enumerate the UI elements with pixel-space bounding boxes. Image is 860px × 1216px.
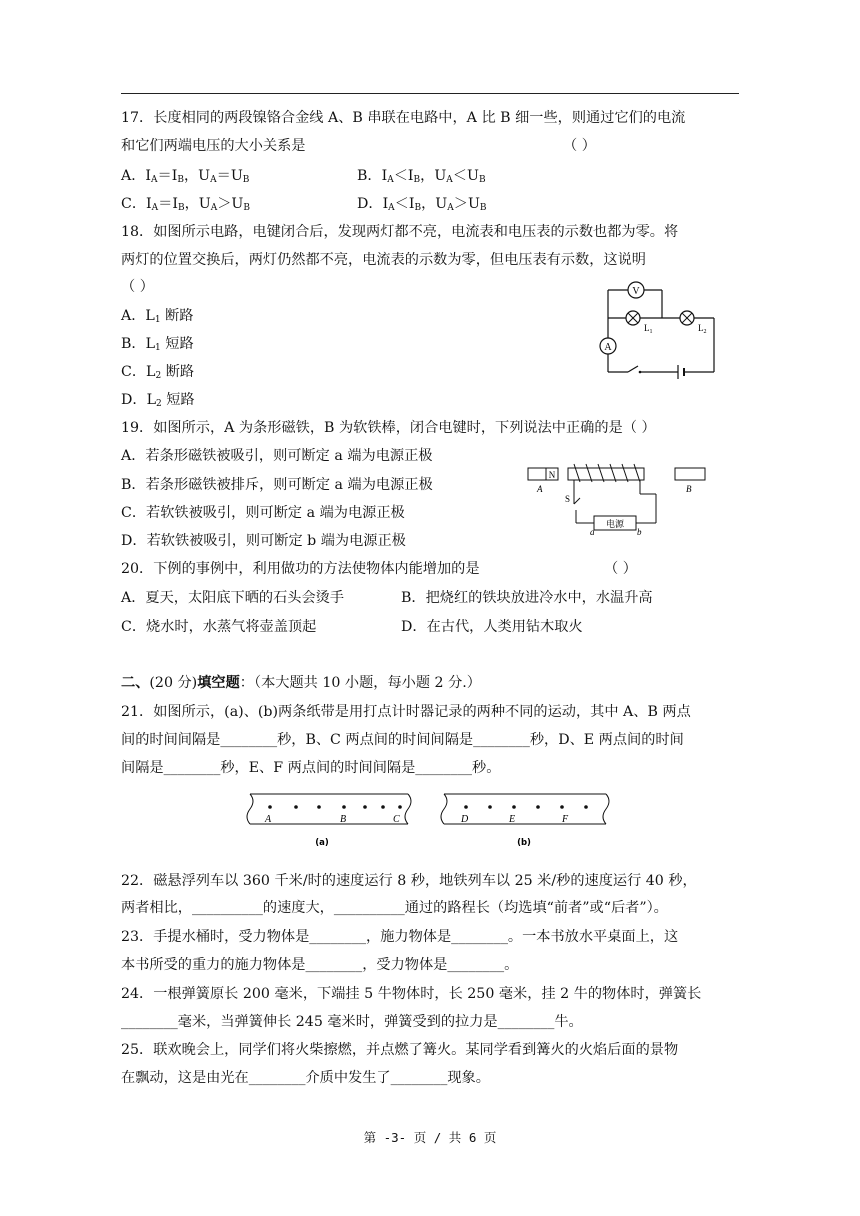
soft-iron-label-b: B (686, 484, 692, 494)
q18-option-c: C．$L_2$ 断路 (121, 364, 195, 381)
q17-option-a: A．$I_A=I_B$，$U_A=U_B$ (121, 168, 250, 185)
section-2-heading: 二、(20 分)填空题：（本大题共 10 小题，每小题 2 分.） (121, 675, 481, 691)
q19-electromagnet-diagram (524, 460, 710, 536)
q17-option-c: C．$I_A=I_B$，$U_A>U_B$ (121, 196, 251, 213)
svg-text:A: A (604, 342, 612, 353)
tape-dot (398, 805, 402, 809)
tape-dot (536, 805, 540, 809)
q21-stem-line2: 间的时间间隔是________秒，B、C 两点间的时间间隔是________秒，D、E 两点间的时间 (121, 732, 684, 748)
lamp-l2-icon (680, 311, 694, 325)
q19-option-a: A．若条形磁铁被吸引，则可断定 a 端为电源正极 (121, 448, 433, 464)
tape-dot (268, 805, 272, 809)
q17-stem-line1: 17．长度相同的两段镍铬合金线 A、B 串联在电路中，A 比 B 细一些，则通过它们的电流 (121, 110, 686, 126)
bar-magnet-icon (528, 468, 558, 480)
q19-option-c: C．若软铁被吸引，则可断定 a 端为电源正极 (121, 505, 405, 521)
q18-option-b: B．$L_1$ 短路 (121, 336, 194, 353)
q25-stem-line2: 在飘动，这是由光在________介质中发生了________现象。 (121, 1070, 490, 1086)
tape-label-e: E (509, 814, 516, 825)
soft-iron-bar-icon (675, 468, 705, 480)
q18-option-d: D．$L_2$ 短路 (121, 392, 195, 409)
tape-a (247, 794, 411, 824)
solenoid-coil-icon (568, 464, 644, 482)
q25-stem-line1: 25．联欢晚会上，同学们将火柴擦燃，并点燃了篝火。某同学看到篝火的火焰后面的景物 (121, 1042, 679, 1058)
q22-stem-line2: 两者相比，__________的速度大，__________通过的路程长（均选填“前者”或“后者”）。 (121, 900, 668, 916)
terminal-a-label: a (590, 527, 595, 536)
q19-stem: 19．如图所示，A 为条形磁铁，B 为软铁棒，闭合电键时，下列说法中正确的是（ ） (121, 420, 656, 436)
q20-option-a: A．夏天，太阳底下晒的石头会烫手 (121, 590, 345, 606)
tape-dot (294, 805, 298, 809)
tape-label-a: A (265, 814, 272, 825)
q18-answer-paren: （ ） (121, 279, 154, 295)
q21-ticker-tape-diagram (244, 788, 616, 850)
q21-stem-line3: 间隔是________秒，E、F 两点间的时间间隔是________秒。 (121, 760, 501, 776)
q20-option-d: D．在古代，人类用钻木取火 (401, 619, 583, 635)
tape-caption-a: (a) (315, 838, 329, 848)
tape-dot (317, 805, 321, 809)
q22-stem-line1: 22．磁悬浮列车以 360 千米/时的速度运行 8 秒，地铁列车以 25 米/秒的速度运行 40 秒， (121, 873, 697, 889)
q20-answer-paren: （ ） (604, 561, 637, 577)
q17-option-b: B．$I_A<I_B$，$U_A<U_B$ (357, 168, 486, 185)
tape-label-f: F (562, 814, 569, 825)
q21-stem-line1: 21．如图所示，(a)、(b)两条纸带是用打点计时器记录的两种不同的运动，其中 A、B 两点 (121, 704, 691, 720)
ammeter-icon (600, 338, 616, 354)
q18-circuit-diagram (596, 278, 722, 382)
q24-stem-line2: ________毫米，当弹簧伸长 245 毫米时，弹簧受到的拉力是________牛。 (121, 1014, 583, 1030)
q17-answer-paren: （ ） (563, 138, 596, 154)
magnet-label-a: A (537, 484, 543, 494)
power-source-label: 电源 (605, 520, 625, 530)
tape-dot (488, 805, 492, 809)
tape-label-d: D (461, 814, 469, 825)
q17-option-d: D．$I_A<I_B$，$U_A>U_B$ (357, 196, 487, 213)
tape-label-c: C (393, 814, 400, 825)
q20-option-c: C．烧水时，水蒸气将壶盖顶起 (121, 619, 317, 635)
lamp-l1-label: $L_1$ (644, 323, 653, 335)
q18-stem-line1: 18．如图所示电路，电键闭合后，发现两灯都不亮，电流表和电压表的示数也都为零。将 (121, 224, 679, 240)
svg-text:V: V (632, 286, 640, 297)
q23-stem-line1: 23．手提水桶时，受力物体是________，施力物体是________。一本书放水平桌面上，这 (121, 929, 679, 945)
q20-stem: 20．下例的事例中，利用做功的方法使物体内能增加的是 (121, 561, 480, 577)
q19-option-b: B．若条形磁铁被排斥，则可断定 a 端为电源正极 (121, 477, 433, 493)
tape-dot (512, 805, 516, 809)
svg-text:N: N (548, 470, 556, 480)
q20-option-b: B．把烧红的铁块放进冷水中，水温升高 (401, 590, 653, 606)
q19-option-d: D．若软铁被吸引，则可断定 b 端为电源正极 (121, 533, 406, 549)
lamp-l2-label: $L_2$ (698, 323, 707, 335)
tape-dot (584, 805, 588, 809)
battery-icon (678, 365, 684, 379)
header-rule (121, 93, 739, 94)
tape-caption-b: (b) (517, 838, 531, 848)
voltmeter-icon (628, 282, 644, 298)
q17-stem-line2: 和它们两端电压的大小关系是 (121, 138, 306, 154)
q18-stem-line2: 两灯的位置交换后，两灯仍然都不亮，电流表的示数为零，但电压表有示数，这说明 (121, 252, 646, 268)
tape-dot (560, 805, 564, 809)
q23-stem-line2: 本书所受的重力的施力物体是________，受力物体是________。 (121, 957, 519, 973)
tape-dot (464, 805, 468, 809)
switch-contact-icon (639, 371, 642, 374)
terminal-b-label: b (637, 527, 642, 536)
tape-dot (342, 805, 346, 809)
tape-dot (363, 805, 367, 809)
lamp-l1-icon (626, 311, 640, 325)
q24-stem-line1: 24．一根弹簧原长 200 毫米，下端挂 5 牛物体时，长 250 毫米，挂 2 牛的物体时，弹簧长 (121, 986, 702, 1002)
q18-option-a: A．$L_1$ 断路 (121, 308, 194, 325)
tape-label-b: B (340, 814, 347, 825)
tape-dot (381, 805, 385, 809)
page-footer: 第 -3- 页 / 共 6 页 (363, 1130, 497, 1145)
switch-label-s: S (565, 494, 571, 504)
